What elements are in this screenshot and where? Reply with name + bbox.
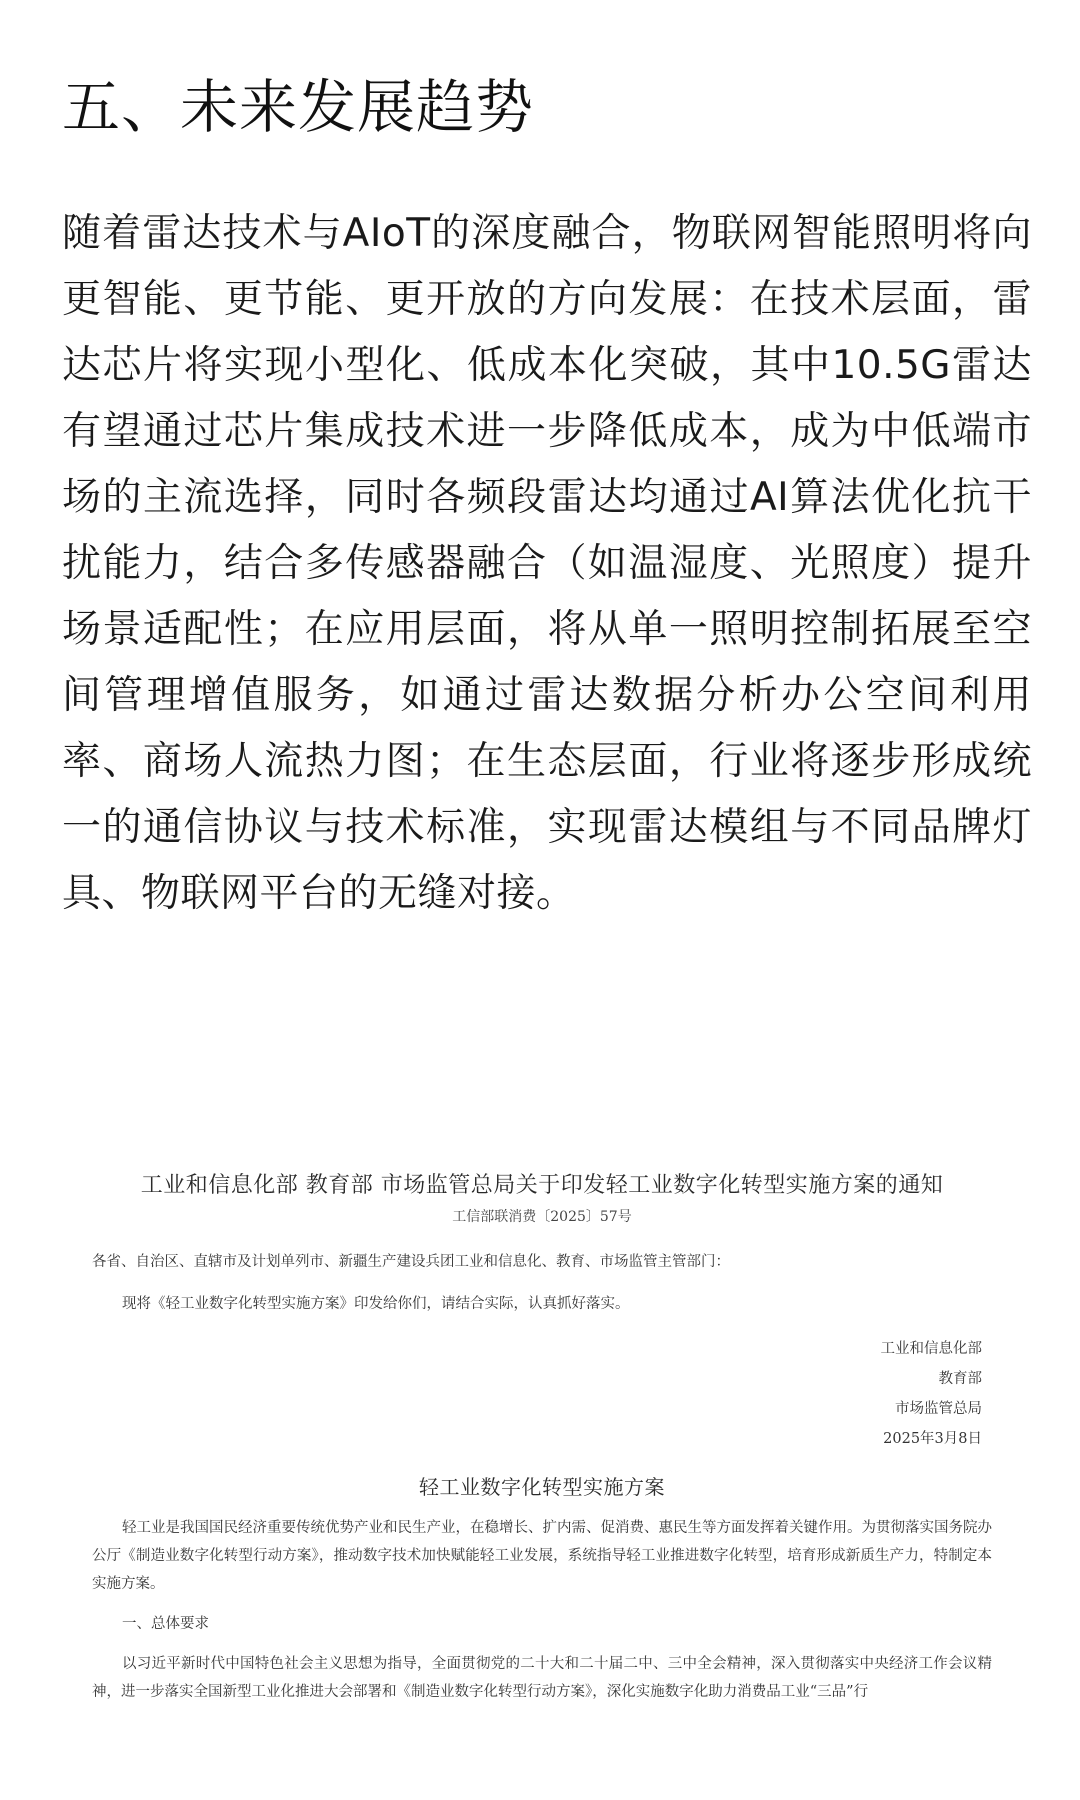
signatory-moe: 教育部 <box>938 1371 982 1387</box>
plan-section-heading: 一、总体要求 <box>122 1616 209 1632</box>
notice-document-image <box>92 1170 992 1706</box>
notice-date: 2025年3月8日 <box>883 1431 982 1447</box>
notice-recipients: 各省、自治区、直辖市及计划单列市、新疆生产建设兵团工业和信息化、教育、市场监管主管部门： <box>92 1254 730 1270</box>
notice-signatures <box>92 1334 992 1454</box>
section-heading: 五、未来发展趋势 <box>62 73 535 141</box>
section-body-paragraph: 随着雷达技术与AIoT的深度融合，物联网智能照明将向更智能、更节能、更开放的方向发展：在技术层面，雷达芯片将实现小型化、低成本化突破，其中10.5G雷达有望通过芯片集成技术进一步降低成本，成为中低端市场的主流选择，同时各频段雷达均通过AI算法优化抗干扰能力，结合多传感器融合（如温湿度、光照度）提升场景适配性；在应用层面，将从单一照明控制拓展至空间管理增值服务，如通过雷达数据分析办公空间利用率、商场人流热力图；在生态层面，行业将逐步形成统一的通信协议与技术标准，实现雷达模组与不同品牌灯具、物联网平台的无缝对接。 <box>62 211 1032 917</box>
signatory-miit: 工业和信息化部 <box>880 1341 982 1357</box>
notice-instruction: 现将《轻工业数字化转型实施方案》印发给你们，请结合实际，认真抓好落实。 <box>122 1296 630 1312</box>
plan-section-paragraph: 以习近平新时代中国特色社会主义思想为指导，全面贯彻党的二十大和二十届二中、三中全会精神，深入贯彻落实中央经济工作会议精神，进一步落实全国新型工业化推进大会部署和《制造业数字化转型行动方案》，深化实施数字化助力消费品工业“三品”行 <box>92 1656 992 1700</box>
notice-title: 工业和信息化部 教育部 市场监管总局关于印发轻工业数字化转型实施方案的通知 <box>140 1173 944 1198</box>
signatory-samr: 市场监管总局 <box>895 1401 982 1417</box>
article <box>62 70 1032 927</box>
plan-intro-paragraph: 轻工业是我国国民经济重要传统优势产业和民生产业，在稳增长、扩内需、促消费、惠民生等方面发挥着关键作用。为贯彻落实国务院办公厅《制造业数字化转型行动方案》，推动数字技术加快赋能轻工业发展，系统指导轻工业推进数字化转型，培育形成新质生产力，特制定本实施方案。 <box>92 1520 992 1592</box>
notice-document-number: 工信部联消费〔2025〕57号 <box>452 1209 632 1225</box>
plan-title: 轻工业数字化转型实施方案 <box>419 1475 665 1499</box>
